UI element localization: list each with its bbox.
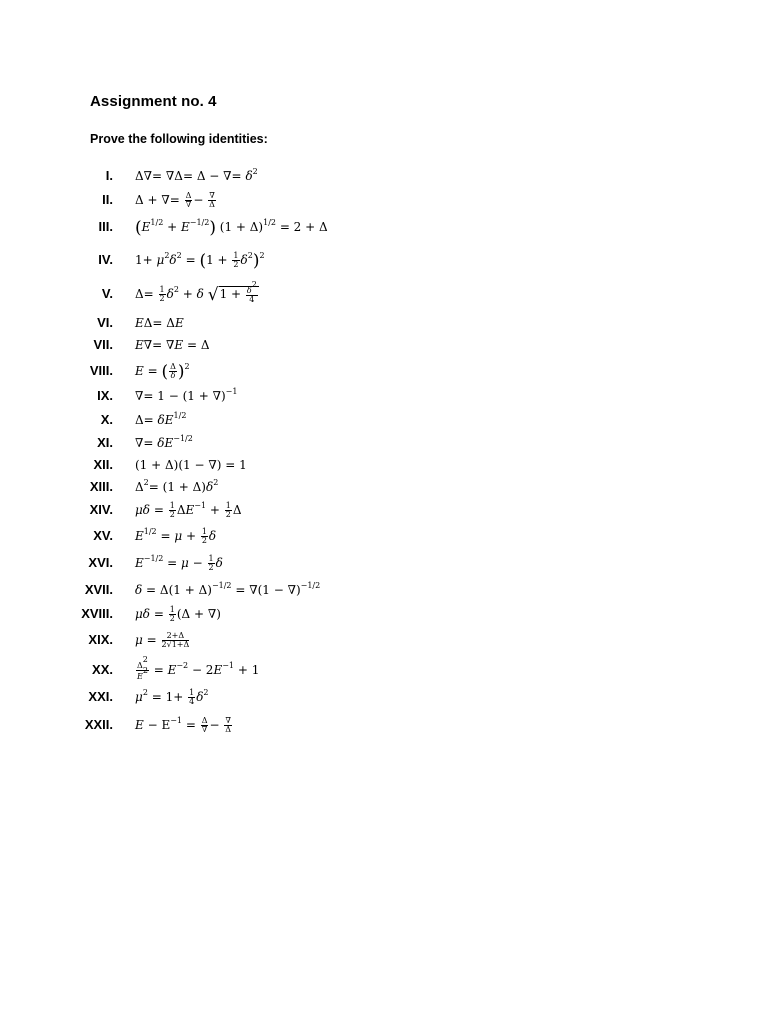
identity-number: XIII. [89,479,113,494]
identity-number: XII. [93,457,113,472]
identity-number: XXI. [88,689,113,704]
identity-equation: $1+ \mu^2\delta^2 = (1$ + $\frac{1}{2}$ $\delta^2)^2$ [135,251,265,271]
identity-equation: $\mu^2 = 1+$ $\frac{1}{4}$ $\delta^2$ [135,688,209,706]
identity-row [0,526,768,550]
identity-equation: ∇= 1 − (1 + ∇)$^{-1}$ [135,387,238,403]
identity-equation: (1 + Δ)(1 − ∇) = 1 [135,458,247,472]
identity-row [0,313,768,337]
identity-equation: μδ = $\frac{1}{2}$ (Δ + ∇) [135,605,221,623]
identity-row [0,335,768,359]
identity-row [0,687,768,711]
identity-row [0,217,768,241]
identity-row [0,250,768,274]
identity-row [0,500,768,524]
identity-row [0,190,768,214]
identity-equation: $E - E^{-1}$ = $\frac{\Delta}{\nabla}$ − $\frac{\nabla}{\Delta}$ [135,716,232,734]
identity-equation: μ = $\frac{2+\Delta}{2√1+\Delta}$ [135,631,190,649]
identity-number: XIV. [89,502,113,517]
identity-number: II. [102,192,113,207]
identity-number: XV. [93,528,113,543]
identity-row [0,655,768,684]
identity-equation: EΔ= ΔE [135,316,184,330]
identity-equation: $\Delta^2= (1 + \Delta)\delta^2$ [135,478,219,494]
identity-equation: E∇= ∇E = Δ [135,338,210,352]
identity-number: XI. [97,435,113,450]
identity-number: VI. [97,315,113,330]
identity-equation: $\frac{\Delta^2}{E^2}$ = $E^{-2} - 2E^{-1} + 1$ [136,655,260,681]
identity-number: I. [105,168,113,183]
identity-row [0,361,768,385]
identity-number: XVI. [88,555,113,570]
identity-row [0,280,768,308]
identity-row [0,433,768,457]
identity-number: IV. [98,252,113,267]
identity-row [0,580,768,604]
instruction-text: Prove the following identities: [90,132,268,146]
identity-equation: $\Delta= \delta E^{1/2}$ [135,411,187,427]
identity-equation: Δ∇= ∇Δ= Δ − ∇= $\delta^2$ [135,167,258,183]
identity-row [0,455,768,479]
identity-row [0,386,768,410]
identity-number: XVII. [84,582,113,597]
identity-equation: E = ( $\frac{\Delta}{\delta}$ )$^2$ [135,362,190,382]
identity-row [0,477,768,501]
identity-number: III. [98,219,113,234]
identity-number: VIII. [89,363,113,378]
identity-equation: $(E^{1/2} + E^{-1/2}) (1 + \Delta)^{1/2} = 2 + \Delta$ [135,218,328,238]
identity-equation: Δ + ∇= $\frac{\Delta}{\nabla}$ − $\frac{\nabla}{\Delta}$ [135,191,215,209]
identity-equation: ∇= $\delta E^{-1/2}$ [135,434,193,450]
assignment-title: Assignment no. 4 [90,93,217,110]
identity-number: VII. [93,337,113,352]
identity-number: XVIII. [81,606,113,621]
identity-row [0,410,768,434]
identity-row [0,715,768,739]
identity-equation: μδ = $\frac{1}{2}$ $\Delta E^{-1}$ + $\frac{1}{2}$ Δ [135,501,242,519]
identity-number: XXII. [84,717,113,732]
identity-equation: $\delta = \Delta(1 + \Delta)^{-1/2} = \nabla(1 - \nabla)^{-1/2}$ [135,581,321,597]
identity-number: X. [100,412,113,427]
identity-number: XIX. [88,632,113,647]
identity-equation: $E^{1/2} = \mu$ + $\frac{1}{2}$ δ [135,527,217,545]
identity-number: XX. [92,662,113,677]
identity-equation: Δ= $\frac{1}{2}$ $\delta^2 + \delta$ √1 + $\frac{\delta^2}{4}$ [135,280,257,305]
identity-row [0,553,768,577]
identity-row [0,166,768,190]
identity-number: V. [101,286,113,301]
identity-row [0,630,768,654]
identity-number: IX. [97,388,113,403]
identity-equation: $E^{-1/2} = \mu$ − $\frac{1}{2}$ δ [135,554,223,572]
identity-row [0,604,768,628]
